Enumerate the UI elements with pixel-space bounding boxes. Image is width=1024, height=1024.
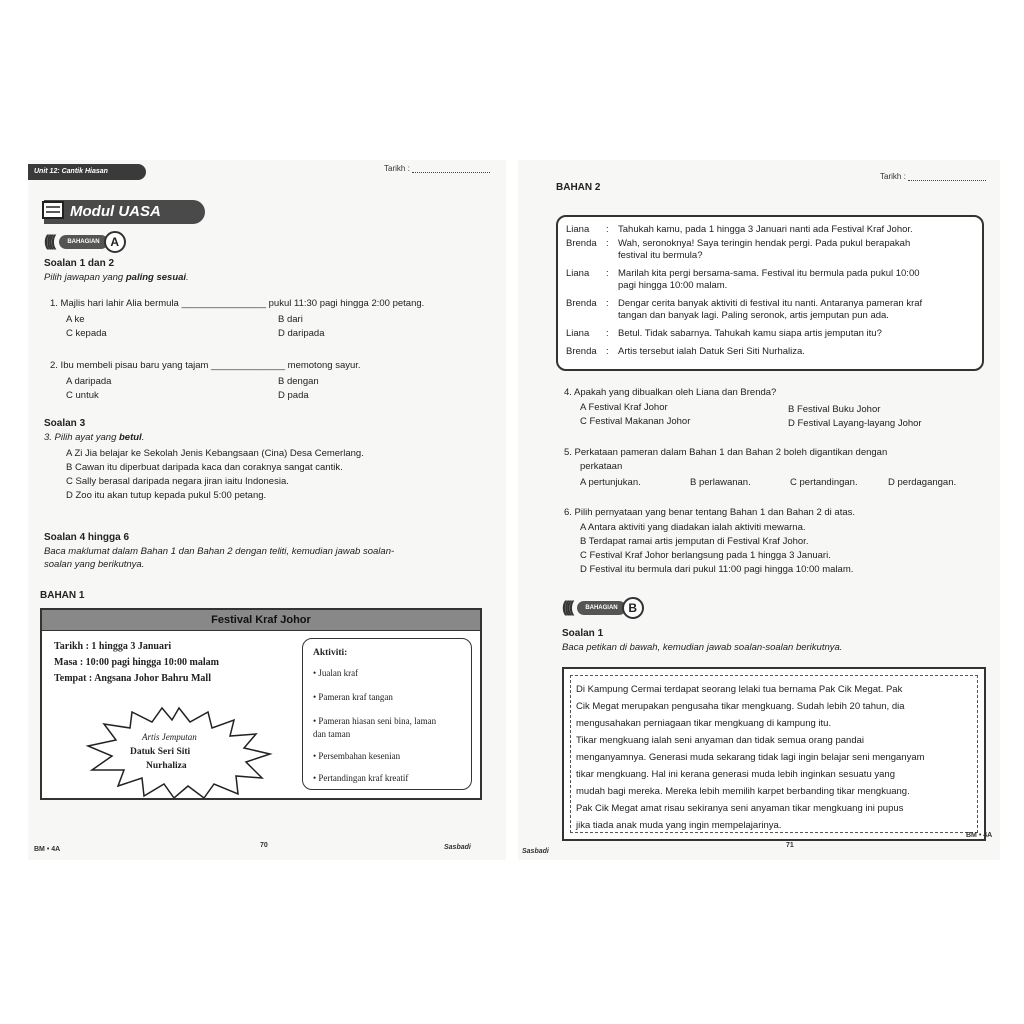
instruction-4-6-line1: Baca maklumat dalam Bahan 1 dan Bahan 2 dengan teliti, kemudian jawab soalan- — [44, 546, 395, 557]
aktiviti-item: • Persembahan kesenian — [313, 751, 401, 761]
q1-option-c[interactable]: C kepada — [66, 328, 107, 339]
q2-option-d[interactable]: D pada — [278, 390, 309, 401]
dialog-colon: : — [606, 224, 609, 235]
aktiviti-title: Aktiviti: — [313, 648, 348, 658]
page-number: 71 — [786, 842, 794, 849]
q4-option-d[interactable]: D Festival Layang-layang Johor — [788, 418, 922, 429]
soalan-3-heading: Soalan 3 — [44, 418, 86, 429]
petikan-line: tikar mengkuang. Hal ini kerana generasi muda lebih inginkan sesuatu yang — [576, 769, 895, 780]
q5-stem-line1: 5. Perkataan pameran dalam Bahan 1 dan Bahan 2 boleh digantikan dengan — [564, 447, 888, 458]
q1-option-a[interactable]: A ke — [66, 314, 85, 325]
q4-option-b[interactable]: B Festival Buku Johor — [788, 404, 881, 415]
soalan-1-2-heading: Soalan 1 dan 2 — [44, 258, 115, 269]
q2-stem: 2. Ibu membeli pisau baru yang tajam ______________ memotong sayur. — [50, 360, 361, 371]
q5-option-a[interactable]: A pertunjukan. — [580, 477, 641, 488]
dialog-line: Artis tersebut ialah Datuk Seri Siti Nurhaliza. — [618, 346, 805, 357]
right-page — [518, 160, 1000, 860]
q3-option-d[interactable]: D Zoo itu akan tutup kepada pukul 5:00 petang. — [66, 490, 267, 501]
petikan-line: jika tiada anak muda yang ingin mempelajarinya. — [576, 820, 782, 831]
dialog-speaker: Brenda — [566, 298, 597, 309]
page-number: 70 — [260, 842, 268, 849]
festival-masa: Masa : 10:00 pagi hingga 10:00 malam — [54, 657, 219, 668]
aktiviti-item: dan taman — [313, 729, 351, 739]
unit-tab: Unit 12: Cantik Hiasan — [28, 164, 146, 180]
dialog-line: Wah, seronoknya! Saya teringin hendak pergi. Pada pukul berapakah — [618, 238, 911, 249]
petikan-line: Cik Megat merupakan pengusaha tikar mengkuang. Sudah lebih 20 tahun, dia — [576, 701, 905, 712]
petikan-line: mudah bagi mereka. Mereka lebih memilih karpet berbanding tikar mengkuang. — [576, 786, 910, 797]
dialog-line: Marilah kita pergi bersama-sama. Festival itu bermula pada pukul 10:00 — [618, 268, 920, 279]
dialog-line: Dengar cerita banyak aktiviti di festival itu nanti. Antaranya pameran kraf — [618, 298, 923, 309]
aktiviti-item: • Pertandingan kraf kreatif — [313, 773, 409, 783]
q2-option-a[interactable]: A daripada — [66, 376, 112, 387]
petikan-line: menganyamnya. Generasi muda sekarang tidak lagi ingin belajar seni menganyam — [576, 752, 925, 763]
q1-stem: 1. Majlis hari lahir Alia bermula ________________ pukul 11:30 pagi hingga 2:00 petang. — [50, 298, 425, 309]
q4-stem: 4. Apakah yang dibualkan oleh Liana dan Brenda? — [564, 387, 777, 398]
q5-option-d[interactable]: D perdagangan. — [888, 477, 957, 488]
dialog-line: Tahukah kamu, pada 1 hingga 3 Januari nanti ada Festival Kraf Johor. — [618, 224, 913, 235]
q1-option-b[interactable]: B dari — [278, 314, 303, 325]
q1-option-d[interactable]: D daripada — [278, 328, 325, 339]
q3-option-b[interactable]: B Cawan itu diperbuat daripada kaca dan coraknya sangat cantik. — [66, 462, 343, 473]
artis-name-line2: Nurhaliza — [146, 761, 187, 771]
aktiviti-item: • Pameran hiasan seni bina, laman — [313, 716, 437, 726]
dialog-colon: : — [606, 346, 609, 357]
tarikh-field: Tarikh : — [384, 164, 490, 173]
dialog-colon: : — [606, 298, 609, 309]
festival-tempat: Tempat : Angsana Johor Bahru Mall — [54, 673, 211, 684]
dialog-speaker: Liana — [566, 328, 590, 339]
dialog-speaker: Brenda — [566, 346, 597, 357]
q2-option-b[interactable]: B dengan — [278, 376, 319, 387]
publisher-logo: Sasbadi — [444, 844, 471, 851]
footer-code: BM • 4A — [966, 832, 993, 839]
modul-title: Modul UASA — [44, 200, 205, 224]
dialog-line: pagi hingga 10:00 malam. — [618, 280, 728, 291]
q2-option-c[interactable]: C untuk — [66, 390, 99, 401]
tarikh-field: Tarikh : — [880, 172, 986, 181]
bahagian-b-badge: (((( BAHAGIAN B — [562, 598, 644, 618]
aktiviti-item: • Pameran kraf tangan — [313, 692, 393, 702]
dialog-colon: : — [606, 238, 609, 249]
q5-option-b[interactable]: B perlawanan. — [690, 477, 751, 488]
petikan-line: Di Kampung Cermai terdapat seorang lelaki tua bernama Pak Cik Megat. Pak — [576, 684, 903, 695]
q3-option-c[interactable]: C Sally berasal daripada negara jiran iaitu Indonesia. — [66, 476, 289, 487]
dialog-line: tangan dan banyak lagi. Paling seronok, artis jemputan pun ada. — [618, 310, 889, 321]
instruction-b: Baca petikan di bawah, kemudian jawab soalan-soalan berikutnya. — [562, 642, 843, 653]
aktiviti-item: • Jualan kraf — [313, 668, 359, 678]
petikan-box — [562, 667, 986, 841]
q6-option-c[interactable]: C Festival Kraf Johor berlangsung pada 1 hingga 3 Januari. — [580, 550, 831, 561]
bahagian-a-badge: (((( BAHAGIAN A — [44, 232, 126, 252]
instruction-4-6-line2: soalan yang berikutnya. — [44, 559, 145, 570]
q6-option-d[interactable]: D Festival itu bermula dari pukul 11:00 pagi hingga 10:00 malam. — [580, 564, 854, 575]
petikan-line: Tikar mengkuang ialah seni anyaman dan tidak semua orang pandai — [576, 735, 864, 746]
q4-option-c[interactable]: C Festival Makanan Johor — [580, 416, 691, 427]
publisher-logo: Sasbadi — [522, 848, 549, 855]
pencil-icon — [40, 196, 68, 224]
dialog-line: Betul. Tidak sabarnya. Tahukah kamu siapa artis jemputan itu? — [618, 328, 882, 339]
artis-name-line1: Datuk Seri Siti — [130, 747, 191, 757]
festival-tarikh: Tarikh : 1 hingga 3 Januari — [54, 641, 172, 652]
petikan-line: mengusahakan perniagaan tikar mengkuang di kampung itu. — [576, 718, 832, 729]
q3-stem: 3. Pilih ayat yang betul. — [44, 432, 145, 443]
dialog-speaker: Liana — [566, 224, 590, 235]
footer-code: BM • 4A — [34, 846, 61, 853]
q6-option-a[interactable]: A Antara aktiviti yang diadakan ialah aktiviti mewarna. — [580, 522, 806, 533]
bahan-1-label: BAHAN 1 — [40, 590, 85, 601]
q3-option-a[interactable]: A Zi Jia belajar ke Sekolah Jenis Kebangsaan (Cina) Desa Cemerlang. — [66, 448, 364, 459]
soalan-1-heading: Soalan 1 — [562, 628, 604, 639]
dialog-line: festival itu bermula? — [618, 250, 703, 261]
instruction-1-2: Pilih jawapan yang paling sesuai. — [44, 272, 189, 283]
bahan-2-label: BAHAN 2 — [556, 182, 601, 193]
dialog-speaker: Brenda — [566, 238, 597, 249]
aktiviti-box — [302, 638, 472, 790]
dialog-speaker: Liana — [566, 268, 590, 279]
petikan-line: Pak Cik Megat amat risau sekiranya seni anyaman tikar mengkuang ini pupus — [576, 803, 904, 814]
dialog-colon: : — [606, 328, 609, 339]
bahan-2-dialog — [556, 215, 984, 371]
festival-title: Festival Kraf Johor — [42, 610, 480, 631]
q4-option-a[interactable]: A Festival Kraf Johor — [580, 402, 668, 413]
q5-option-c[interactable]: C pertandingan. — [790, 477, 858, 488]
artis-label: Artis Jemputan — [142, 732, 197, 742]
dialog-colon: : — [606, 268, 609, 279]
q5-stem-line2: perkataan — [580, 461, 623, 472]
soalan-4-6-heading: Soalan 4 hingga 6 — [44, 532, 130, 543]
bahan-1-box — [40, 608, 482, 800]
left-page — [28, 160, 506, 860]
q6-option-b[interactable]: B Terdapat ramai artis jemputan di Festival Kraf Johor. — [580, 536, 809, 547]
q6-stem: 6. Pilih pernyataan yang benar tentang Bahan 1 dan Bahan 2 di atas. — [564, 507, 856, 518]
